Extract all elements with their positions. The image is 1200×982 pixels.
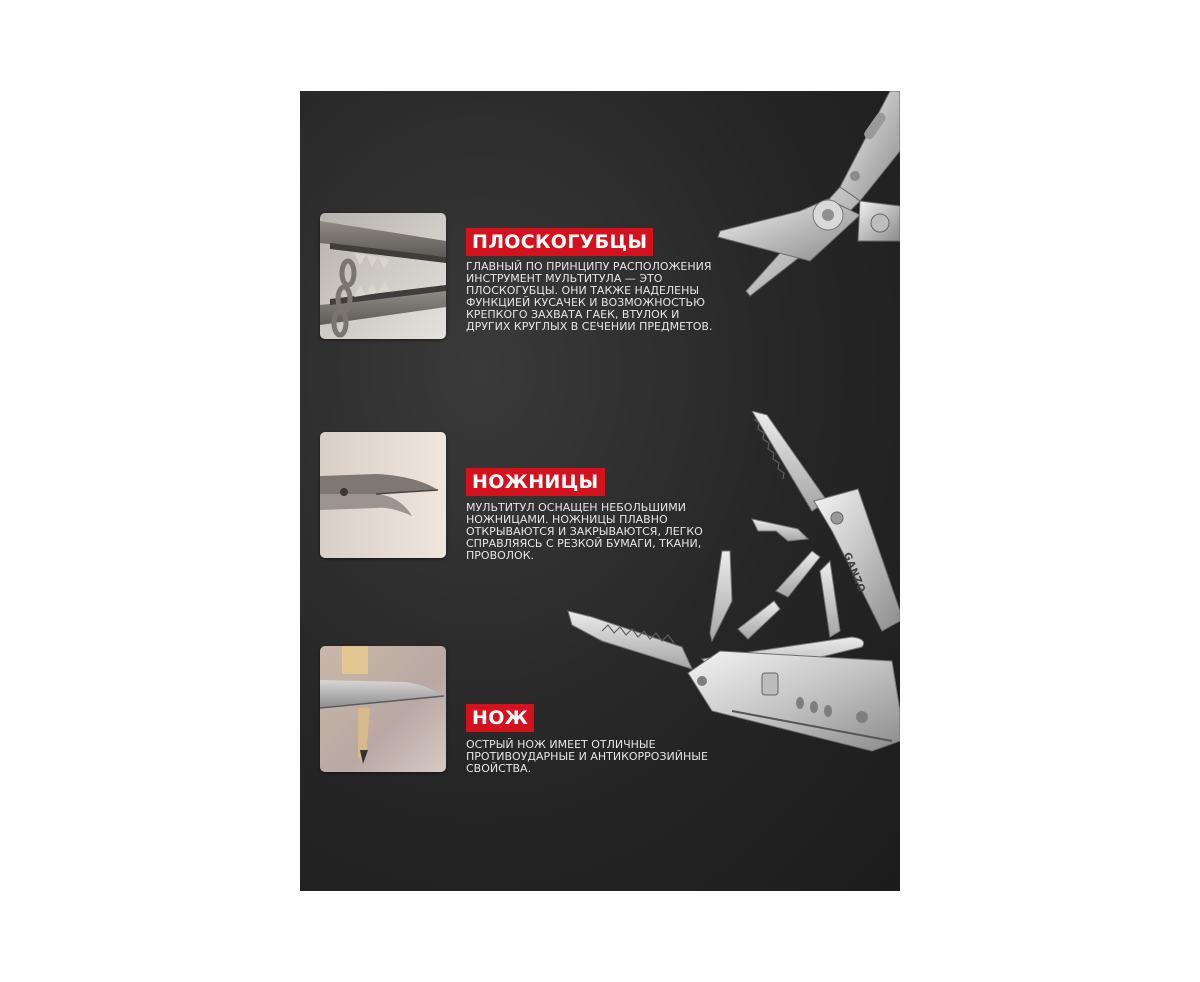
knife-title: НОЖ <box>466 704 534 732</box>
scissors-title: НОЖНИЦЫ <box>466 468 605 496</box>
pliers-photo <box>320 213 446 339</box>
knife-photo <box>320 646 446 772</box>
pliers-description: ГЛАВНЫЙ ПО ПРИНЦИПУ РАСПОЛОЖЕНИЯ ИНСТРУМЕНТ МУЛЬТИТУЛА — ЭТО ПЛОСКОГУБЦЫ. ОНИ ТАКЖЕ НАДЕЛЕНЫ ФУНКЦИЕЙ КУСАЧЕК И ВОЗМОЖНОСТЬЮ КРЕПКОГО ЗАХВАТА ГАЕК, ВТУЛОК И ДРУГИХ КРУГЛЫХ В СЕЧЕНИИ ПРЕДМЕТОВ. <box>466 260 713 333</box>
brand-name: GANZO <box>840 551 867 595</box>
scissors-photo <box>320 432 446 558</box>
product-banner <box>300 91 900 891</box>
knife-description: ОСТРЫЙ НОЖ ИМЕЕТ ОТЛИЧНЫЕ ПРОТИВОУДАРНЫЕ И АНТИКОРРОЗИЙНЫЕ СВОЙСТВА. <box>466 738 708 775</box>
multitool-open-image <box>562 411 900 771</box>
multitool-pliers-image <box>710 91 900 306</box>
pliers-title: ПЛОСКОГУБЦЫ <box>466 228 653 256</box>
scissors-description: МУЛЬТИТУЛ ОСНАЩЕН НЕБОЛЬШИМИ НОЖНИЦАМИ. НОЖНИЦЫ ПЛАВНО ОТКРЫВАЮТСЯ И ЗАКРЫВАЮТСЯ, ЛЕГКО СПРАВЛЯЯСЬ С РЕЗКОЙ БУМАГИ, ТКАНИ, ПРОВОЛОК. <box>466 501 703 562</box>
